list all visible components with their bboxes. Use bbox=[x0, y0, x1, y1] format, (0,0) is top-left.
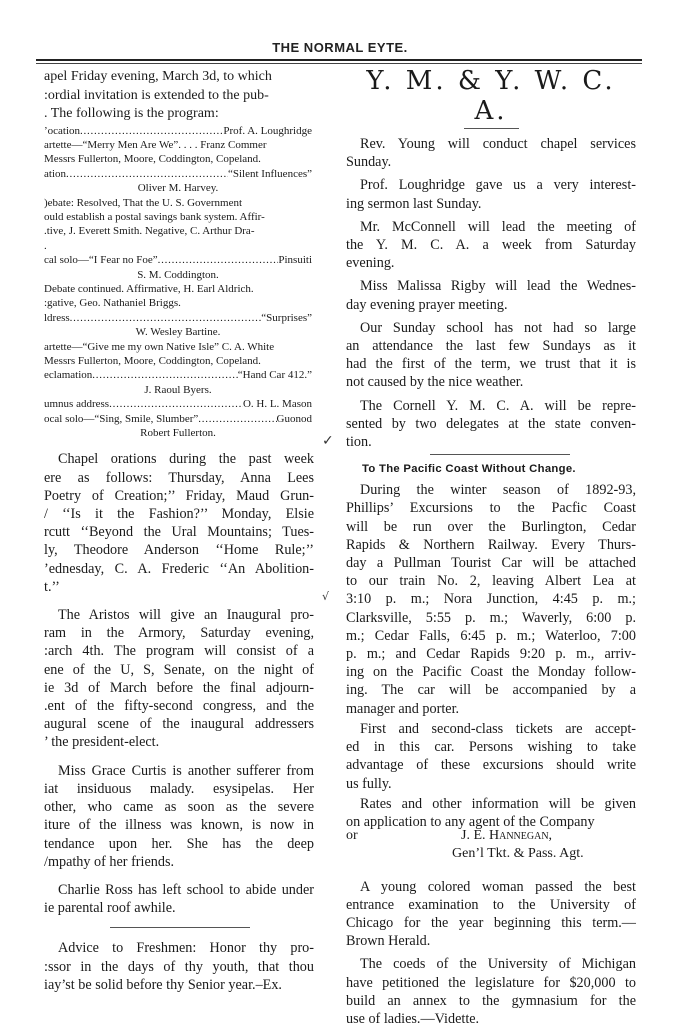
text-line: sented by two delegates at the state conven- bbox=[346, 415, 636, 432]
text-line: not caused by the nice weather. bbox=[346, 374, 524, 391]
section-heading-ymca: Y. M. & Y. W. C. A. bbox=[366, 66, 616, 126]
text-line: entrance examination to the University of bbox=[346, 896, 636, 913]
text-line: Miss Grace Curtis is another sufferer from bbox=[58, 762, 314, 779]
signature-name: J. E. Hannegan, bbox=[461, 828, 553, 844]
program-item: J. Raoul Byers. bbox=[144, 383, 212, 396]
program-intro bbox=[44, 68, 316, 124]
text-line: :ssor in the days of thy youth, that thou bbox=[44, 958, 314, 975]
text-line: m.; Cedar Falls, 6:45 p. m.; Waterloo, 7:00 bbox=[346, 627, 636, 644]
text-line: Chapel orations during the past week bbox=[58, 451, 314, 468]
program-list bbox=[44, 124, 312, 441]
text-line: Miss Malissa Rigby will lead the Wednes- bbox=[360, 278, 636, 295]
paragraph-mcconnell bbox=[346, 218, 636, 273]
paragraph-sunday-school bbox=[346, 319, 636, 392]
leader-dots bbox=[70, 311, 262, 325]
program-item: Oliver M. Harvey. bbox=[137, 182, 219, 195]
paragraph-winter-season bbox=[346, 481, 636, 718]
paragraph-grace-curtis bbox=[44, 762, 314, 871]
text-line: Phillips’ Excursions to the Pacfic Coast bbox=[346, 500, 636, 517]
right-column bbox=[346, 64, 636, 1033]
leader-dots bbox=[92, 368, 238, 382]
program-item: . bbox=[44, 239, 47, 252]
program-item bbox=[44, 368, 312, 382]
text-line: on application to any agent of the Company bbox=[346, 813, 595, 830]
program-item-title: ’ocation bbox=[44, 124, 81, 137]
text-line: ly, Theodore Anderson ‘‘Home Rule;’’ bbox=[44, 542, 314, 559]
text-line: will be run over the Burlington, Cedar bbox=[346, 518, 636, 535]
text-line: t.’’ bbox=[44, 578, 60, 595]
section-divider bbox=[110, 927, 250, 928]
newspaper-title: THE NORMAL EYTE. bbox=[272, 40, 408, 55]
text-line: Mr. McConnell will lead the meeting of bbox=[360, 218, 636, 235]
paragraph-tickets bbox=[346, 720, 636, 793]
left-paragraphs bbox=[44, 450, 314, 993]
text-line: Our Sunday school has not had so large bbox=[360, 319, 636, 336]
program-item bbox=[44, 412, 312, 426]
text-line: build an annex to the gymnasium for the bbox=[346, 992, 636, 1009]
text-line: Poetry of Creation;’’ Friday, Maud Grun- bbox=[44, 487, 314, 504]
text-line: Prof. Loughridge gave us a very interest- bbox=[360, 177, 636, 194]
intro-line: apel Friday evening, March 3d, to which bbox=[44, 69, 272, 84]
paragraph-rev-young bbox=[346, 135, 636, 171]
text-line: had the first of the term, we trust that it is bbox=[346, 356, 636, 373]
program-item-performer: “Hand Car 412.” bbox=[237, 369, 312, 382]
signature-block bbox=[346, 827, 636, 863]
signature-title: Gen’l Tkt. & Pass. Agt. bbox=[452, 846, 584, 862]
text-line: ing. The car will be accompanied by a bbox=[346, 682, 636, 699]
program-item: Debate continued. Affirmative, H. Earl Aldrich. bbox=[44, 282, 254, 295]
signature-prefix: or bbox=[346, 828, 358, 844]
text-line: During the winter season of 1892-93, bbox=[360, 482, 636, 499]
paragraph-rates bbox=[346, 795, 636, 831]
program-item bbox=[44, 253, 312, 267]
leader-dots bbox=[80, 124, 223, 138]
text-line: ing sermon last Sunday. bbox=[346, 195, 482, 212]
leader-dots bbox=[109, 397, 243, 411]
program-item: :gative, Geo. Nathaniel Briggs. bbox=[44, 297, 181, 310]
text-line: manager and porter. bbox=[346, 700, 460, 717]
program-item-title: eclamation bbox=[44, 369, 93, 382]
text-line: ere as follows: Thursday, Anna Lees bbox=[44, 469, 314, 486]
program-item: .tive, J. Everett Smith. Negative, C. Arthur Dra- bbox=[44, 225, 255, 238]
program-item bbox=[44, 311, 312, 325]
text-line: us fully. bbox=[346, 775, 392, 792]
paragraph-advice-freshmen bbox=[44, 939, 314, 994]
text-line: Sunday. bbox=[346, 154, 392, 171]
program-item: Robert Fullerton. bbox=[140, 427, 216, 440]
section-divider bbox=[430, 454, 570, 455]
text-line: ene of the U, S, Senate, on the night of bbox=[44, 661, 314, 678]
text-line: an attendance the last few Sundays as it bbox=[346, 338, 636, 355]
program-item bbox=[44, 397, 312, 411]
text-line: have petitioned the legislature for $20,000 to bbox=[346, 974, 636, 991]
text-line: First and second-class tickets are accept- bbox=[360, 720, 636, 737]
intro-line: :ordial invitation is extended to the pub- bbox=[44, 87, 269, 103]
paragraph-coeds-michigan bbox=[346, 955, 636, 1028]
text-line: ie parental roof awhile. bbox=[44, 900, 176, 917]
text-line: / ‘‘Is it the Fashion?’’ Monday, Elsie bbox=[44, 506, 314, 523]
text-line: ie 3d of March before the final adjourn- bbox=[44, 679, 314, 696]
text-line: ing on the Pacific Coast the Monday follow- bbox=[346, 664, 636, 681]
program-item-title: ation bbox=[44, 167, 66, 180]
program-item-performer: O. H. L. Mason bbox=[242, 398, 312, 411]
text-line: other, who came as soon as the severe bbox=[44, 799, 314, 816]
header-rule bbox=[36, 59, 642, 61]
paragraph-chapel-orations bbox=[44, 450, 314, 596]
paragraph-cornell bbox=[346, 397, 636, 452]
text-line: 3:10 p. m.; Nora Junction, 4:45 p. m.; bbox=[346, 591, 636, 608]
text-line: The Cornell Y. M. C. A. will be repre- bbox=[360, 397, 636, 414]
text-line: Rates and other information will be given bbox=[360, 795, 636, 812]
text-line: /mpathy of her friends. bbox=[44, 853, 175, 870]
checkmark-annotation: ✓ bbox=[322, 433, 334, 449]
heading-rule bbox=[464, 128, 519, 129]
text-line: iay’st be solid before thy Senior year.–Ex. bbox=[44, 976, 282, 993]
paragraph-aristos bbox=[44, 606, 314, 752]
text-line: Rev. Young will conduct chapel services bbox=[360, 136, 636, 152]
text-line: Rapids & Northern Railway. Every Thurs- bbox=[346, 536, 636, 553]
text-line: Brown Herald. bbox=[346, 933, 431, 950]
leader-dots bbox=[66, 167, 228, 181]
text-line: :arch 4th. The program will consist of a bbox=[44, 643, 314, 660]
intro-line: . The following is the program: bbox=[44, 106, 219, 121]
program-item-title: cal solo—“I Fear no Foe” bbox=[44, 254, 158, 267]
pacific-paragraphs bbox=[346, 481, 636, 831]
program-item: S. M. Coddington. bbox=[137, 268, 219, 281]
program-item-title: ocal solo—“Sing, Smile, Slumber” bbox=[44, 412, 199, 425]
program-item: ould establish a postal savings bank system. Affir- bbox=[44, 210, 265, 223]
checkmark-annotation: √ bbox=[322, 590, 330, 603]
program-item-performer: Pinsuiti bbox=[278, 254, 312, 267]
left-column bbox=[0, 64, 316, 1004]
text-line: to our train No. 2, leaving Albert Lea at bbox=[346, 573, 636, 590]
text-line: ’ednesday, C. A. Frederic ‘‘An Abolition- bbox=[44, 560, 314, 577]
text-line: iat insiduous malady. esysipelas. Her bbox=[44, 780, 314, 797]
program-item: Messrs Fullerton, Moore, Coddington, Copeland. bbox=[44, 355, 261, 367]
paragraph-young-woman bbox=[346, 878, 636, 951]
text-line: Clarksville, 5:55 p. m.; Waverly, 6:00 p. bbox=[346, 609, 636, 626]
paragraph-charlie-ross bbox=[44, 881, 314, 917]
paragraph-prof-loughridge bbox=[346, 176, 636, 212]
text-line: A young colored woman passed the best bbox=[360, 878, 636, 895]
program-item-title: umnus address bbox=[44, 398, 110, 411]
leader-dots bbox=[158, 253, 279, 267]
text-line: day evening prayer meeting. bbox=[346, 296, 508, 313]
text-line: ram in the Armory, Saturday evening, bbox=[44, 625, 314, 642]
paragraph-malissa-rigby bbox=[346, 277, 636, 313]
text-line: tion. bbox=[346, 434, 372, 451]
program-item: W. Wesley Bartine. bbox=[135, 326, 221, 339]
text-line: the Y. M. C. A. a week from Saturday bbox=[346, 237, 636, 254]
exchange-paragraphs bbox=[346, 878, 636, 1029]
text-line: advantage of these excursions should write bbox=[346, 757, 636, 774]
text-line: Advice to Freshmen: Honor thy pro- bbox=[58, 940, 314, 957]
pacific-coast-heading: To The Pacific Coast Without Change. bbox=[362, 463, 576, 476]
text-line: .ent of the fifty-second congress, and the bbox=[44, 698, 314, 715]
program-item bbox=[44, 124, 312, 138]
text-line: ’ the president-elect. bbox=[44, 734, 160, 751]
text-line: evening. bbox=[346, 255, 395, 272]
program-item: artette—“Give me my own Native Isle” C. A. White bbox=[44, 340, 275, 353]
program-item: artette—“Merry Men Are We”. . . . Franz Commer bbox=[44, 138, 267, 151]
ymca-paragraphs bbox=[346, 135, 636, 451]
text-line: ed in this car. Persons wishing to take bbox=[346, 739, 636, 756]
text-line: rcutt ‘‘Beyond the Ural Mountains; Tues- bbox=[44, 524, 314, 541]
program-item bbox=[44, 167, 312, 181]
program-item: Messrs Fullerton, Moore, Coddington, Copeland. bbox=[44, 153, 261, 166]
program-item-performer: “Silent Influences” bbox=[228, 167, 312, 180]
program-item-performer: Guonod bbox=[276, 412, 312, 425]
program-item: )ebate: Resolved, That the U. S. Government bbox=[44, 196, 243, 209]
text-line: augural scene of the inaugural addressers bbox=[44, 716, 314, 733]
text-line: tendance upon her. She has the deep bbox=[44, 835, 314, 852]
text-line: The coeds of the University of Michigan bbox=[360, 956, 636, 973]
text-line: p. m.; and Cedar Rapids 9:20 p. m., arriv- bbox=[346, 646, 636, 663]
text-line: Charlie Ross has left school to abide under bbox=[58, 881, 314, 898]
text-line: day a Pullman Tourist Car will be attached bbox=[346, 555, 636, 572]
text-line: Chicago for the year beginning this term.— bbox=[346, 914, 636, 931]
program-item-title: ldress bbox=[44, 311, 70, 324]
leader-dots bbox=[198, 412, 276, 426]
program-item-performer: Prof. A. Loughridge bbox=[223, 124, 312, 137]
text-line: use of ladies.—Vidette. bbox=[346, 1010, 480, 1027]
text-line: The Aristos will give an Inaugural pro- bbox=[58, 607, 314, 624]
program-item-performer: “Surprises” bbox=[261, 311, 312, 324]
text-line: iture of the illness was known, is now in bbox=[44, 817, 314, 834]
